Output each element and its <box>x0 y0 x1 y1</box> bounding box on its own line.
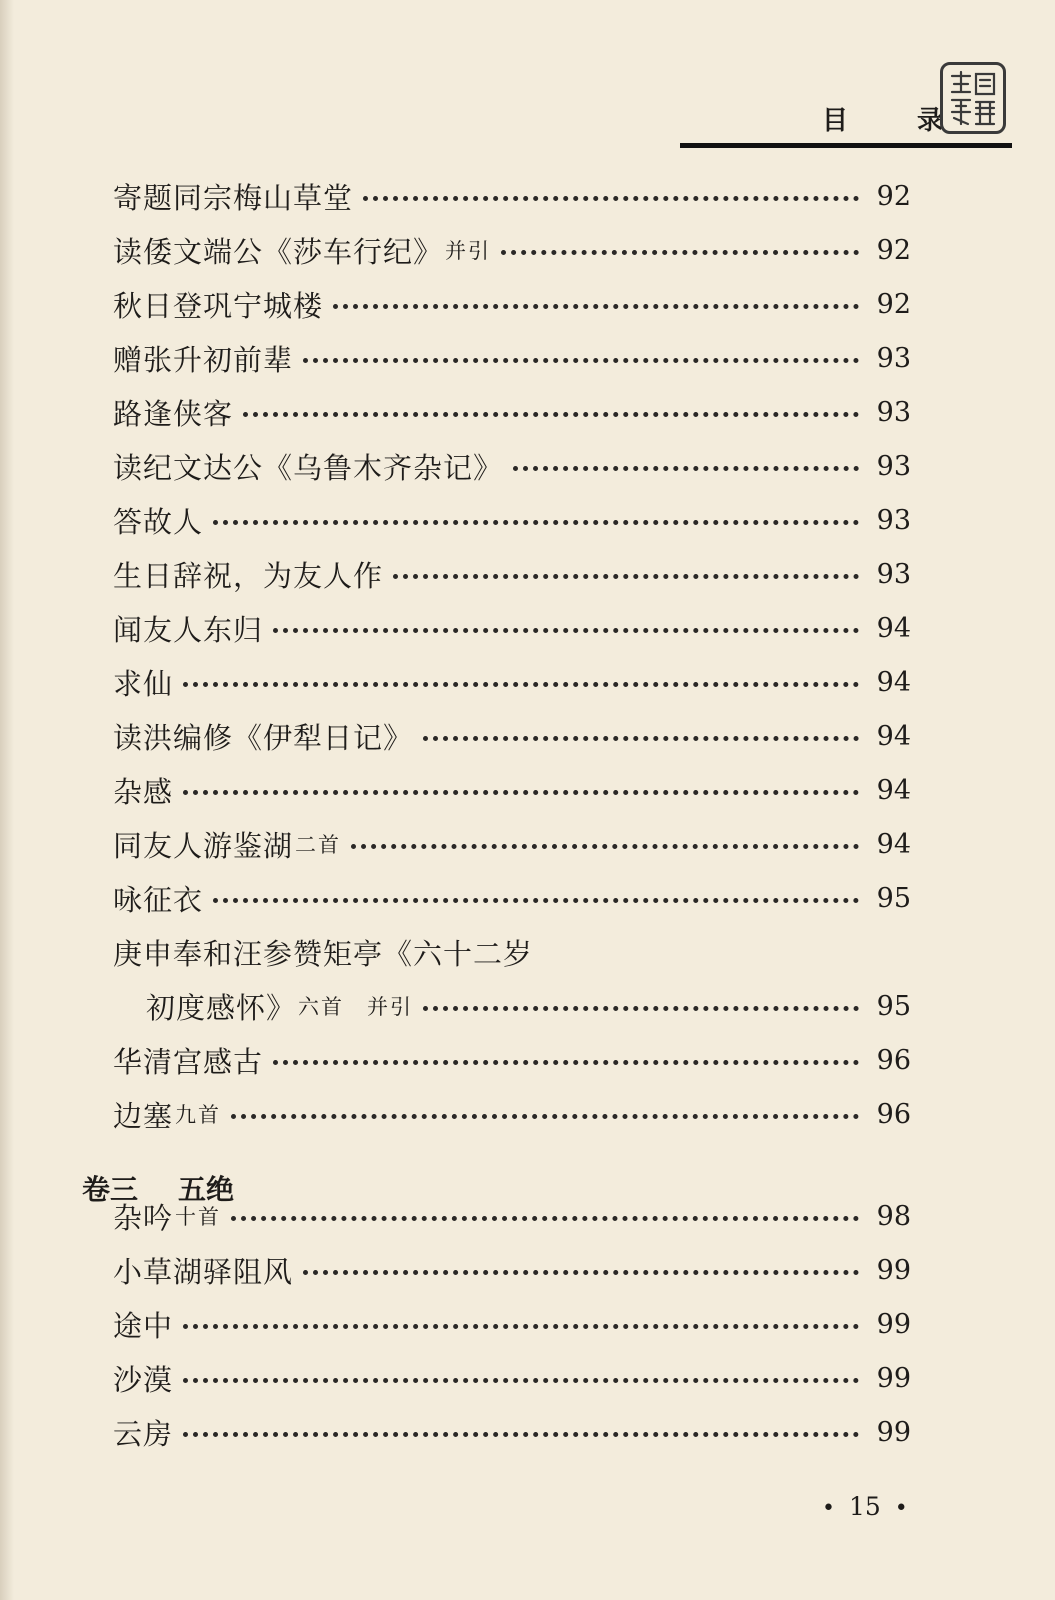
dot-leader <box>243 412 859 417</box>
toc-entry-page: 98 <box>876 1200 911 1232</box>
toc-entry <box>113 712 911 760</box>
toc-entry-page: 94 <box>876 666 911 698</box>
toc-entry-page: 92 <box>876 288 911 320</box>
section-name: 五绝 <box>178 1173 235 1206</box>
dot-leader <box>183 1432 859 1437</box>
toc-entry-title: 秋日登巩宁城楼 <box>113 288 324 323</box>
toc-entry-title: 同友人游鉴湖 <box>113 828 294 863</box>
toc-entry-note: 九首 <box>175 1103 222 1127</box>
toc-entry <box>113 1090 911 1138</box>
dot-leader <box>303 358 859 363</box>
toc-entry-title: 初度感怀》 <box>146 990 297 1025</box>
toc-entry-title: 华清宫感古 <box>113 1044 264 1079</box>
toc-entry-title: 庚申奉和汪参赞矩亭《六十二岁 <box>113 936 534 971</box>
toc-entry-page: 92 <box>876 234 911 266</box>
dot-leader <box>183 1324 859 1329</box>
toc-entry <box>113 820 911 868</box>
dot-leader <box>213 898 859 903</box>
toc-entry-page: 93 <box>876 342 911 374</box>
dot-leader <box>351 844 859 849</box>
toc-entry-title: 边塞 <box>113 1098 174 1133</box>
toc-entry <box>113 280 911 328</box>
page-header-title: 目 录 <box>822 106 974 136</box>
toc-entry-page: 93 <box>876 558 911 590</box>
toc-entry-page: 99 <box>876 1416 911 1448</box>
dot-leader <box>213 520 859 525</box>
toc-entry-note: 并引 <box>445 239 492 263</box>
dot-leader <box>423 1006 859 1011</box>
toc-entry-note: 六首 并引 <box>298 995 414 1019</box>
toc-entry <box>113 658 911 706</box>
toc-entry-title: 路逢侠客 <box>113 396 234 431</box>
toc-entry <box>113 226 911 274</box>
toc-entry <box>113 550 911 598</box>
toc-entry-page: 94 <box>876 774 911 806</box>
toc-entry <box>113 766 911 814</box>
toc-entry <box>113 604 911 652</box>
toc-entry <box>113 388 911 436</box>
toc-entry-title: 读纪文达公《乌鲁木齐杂记》 <box>113 450 504 485</box>
toc-entry <box>113 1408 911 1456</box>
toc-entry-page: 94 <box>876 720 911 752</box>
toc-entry <box>113 442 911 490</box>
dot-leader <box>273 1060 859 1065</box>
toc-entry-page: 94 <box>876 828 911 860</box>
toc-entry <box>113 334 911 382</box>
dot-leader <box>363 196 859 201</box>
dot-leader <box>513 466 859 471</box>
dot-leader <box>183 1378 859 1383</box>
toc-entry-title: 生日辞祝，为友人作 <box>113 558 384 593</box>
toc-entry-page: 99 <box>876 1362 911 1394</box>
toc-entry-page: 99 <box>876 1254 911 1286</box>
toc-entry-page: 99 <box>876 1308 911 1340</box>
toc-entry-page: 95 <box>876 882 911 914</box>
toc-entry-page: 93 <box>876 504 911 536</box>
toc-entry-title: 赠张升初前辈 <box>113 342 294 377</box>
toc-entry-page: 96 <box>876 1044 911 1076</box>
toc-entry <box>113 1036 911 1084</box>
section-heading <box>82 1164 234 1212</box>
toc-entry <box>113 1300 911 1348</box>
toc-entry-title: 沙漠 <box>113 1362 174 1397</box>
dot-leader <box>183 790 859 795</box>
bullet-right: • <box>894 1496 908 1521</box>
dot-leader <box>333 304 859 309</box>
toc-entry-page: 95 <box>876 990 911 1022</box>
dot-leader <box>273 628 859 633</box>
toc-entry-title: 寄题同宗梅山草堂 <box>113 180 354 215</box>
toc-entry <box>113 874 911 922</box>
toc-entry-title: 读倭文端公《莎车行纪》 <box>113 234 444 269</box>
toc-entry-page: 96 <box>876 1098 911 1130</box>
toc-entry-page: 92 <box>876 180 911 212</box>
toc-entry-title: 答故人 <box>113 504 204 539</box>
toc-entry-title: 咏征衣 <box>113 882 204 917</box>
toc-entry-title: 云房 <box>113 1416 174 1451</box>
bullet-left: • <box>822 1496 835 1521</box>
toc-entry <box>113 172 911 220</box>
page-number: 15 <box>848 1492 881 1521</box>
toc-entry-page: 93 <box>876 450 911 482</box>
toc-entry <box>113 1246 911 1294</box>
page-footer <box>808 1492 922 1521</box>
dot-leader <box>501 250 859 255</box>
dot-leader <box>423 736 859 741</box>
section-label: 卷三 <box>82 1173 139 1206</box>
toc-entry <box>113 496 911 544</box>
toc-entry <box>146 982 911 1030</box>
dot-leader <box>231 1114 859 1119</box>
toc-entry-title: 途中 <box>113 1308 174 1343</box>
dot-leader <box>231 1216 859 1221</box>
toc-entry-note: 二首 <box>295 833 342 857</box>
toc-entry-title: 闻友人东归 <box>113 612 264 647</box>
toc-entry <box>113 1354 911 1402</box>
toc-entry-note: 十首 <box>175 1205 222 1229</box>
toc-entry-title: 求仙 <box>113 666 174 701</box>
toc-entry-page: 94 <box>876 612 911 644</box>
dot-leader <box>393 574 859 579</box>
toc-entry <box>113 928 911 976</box>
toc-entry-title: 杂吟 <box>113 1200 174 1235</box>
toc-entry-page: 93 <box>876 396 911 428</box>
toc-entry-title: 杂感 <box>113 774 174 809</box>
toc-entry-title: 读洪编修《伊犁日记》 <box>113 720 414 755</box>
dot-leader <box>183 682 859 687</box>
toc-entry-title: 小草湖驿阻风 <box>113 1254 294 1289</box>
dot-leader <box>303 1270 859 1275</box>
